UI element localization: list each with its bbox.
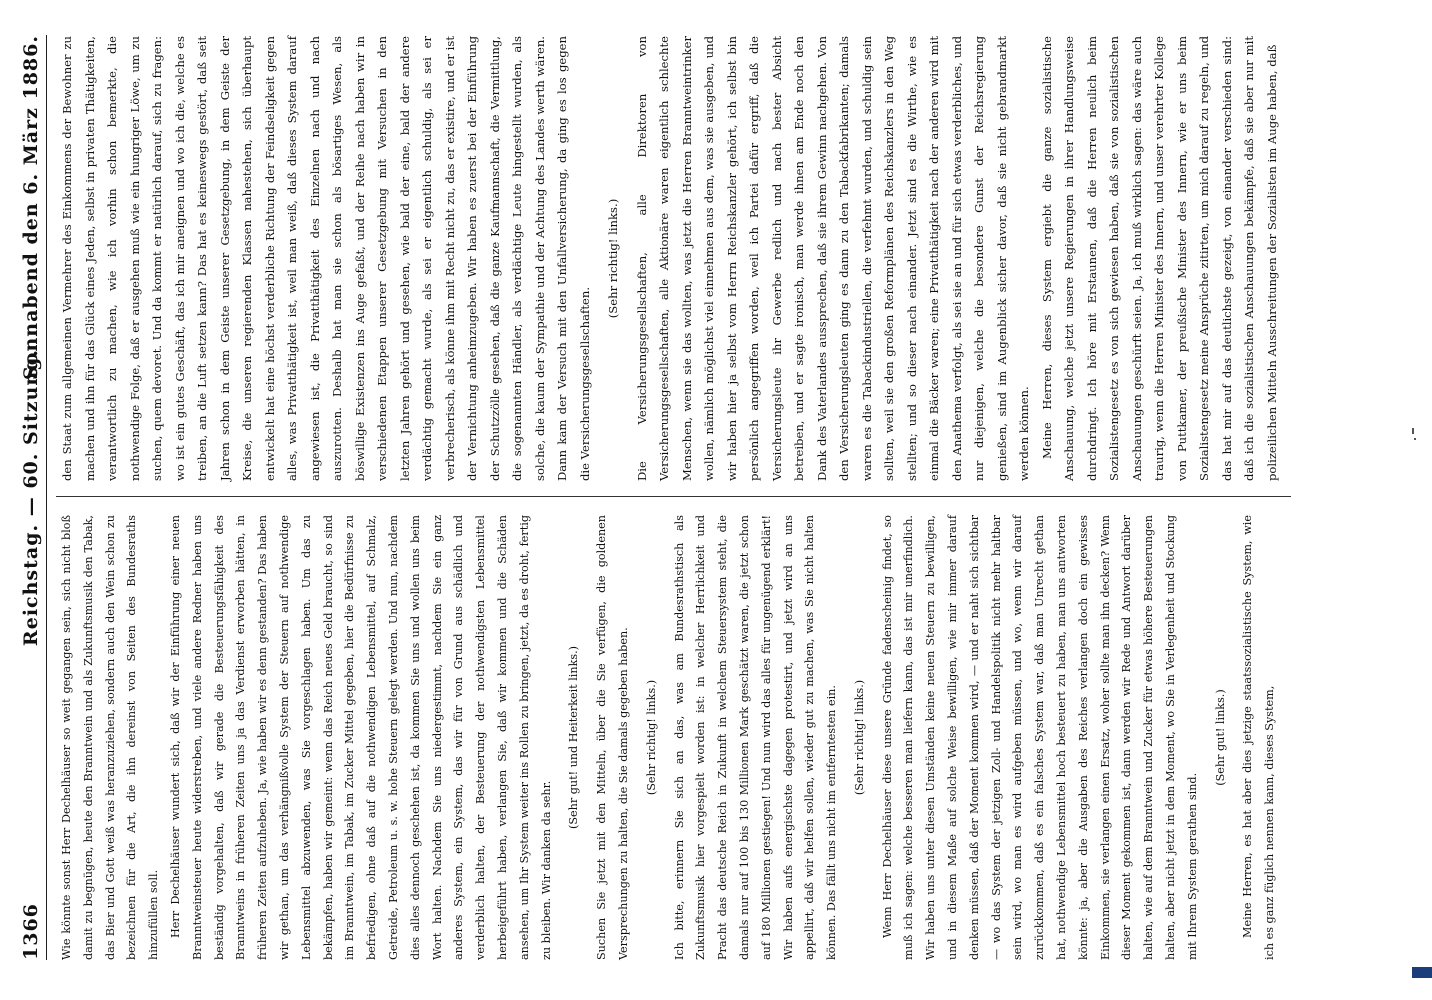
text-paragraph: Herr Dechelhäuser wundert sich, daß wir der Einführung einer neuen Branntweinsteuer heute widerstreben, und viele andere Redner haben uns beständig vorgehalten, daß wir gerade die Besteuerungsfähigkeit des Branntweins in früheren Zeiten uns ja das Verdienst erworben hätten, in früheren Zeiten aufzuheben. Ja, wie haben wir es denn gestanden? Das haben wir gethan, um das verhängnißvolle System der Steuern auf nothwendige Lebensmittel abzuwenden, was Sie vorgeschlagen haben. Um das zu bekämpfen, haben wir gemeint: wenn das Reich neues Geld braucht, so sind im Branntwein, im Tabak, im Zucker Mittel gegeben, hier die Bedürfnisse zu befriedigen, ohne daß auf die nothwendigen Lebensmittel, auf Schmalz, Getreide, Petroleum u. s. w. hohe Steuern gelegt werden. Und nun, nachdem dies alles dennoch geschehen ist, da kommen Sie uns und wollen uns beim Wort halten. Nachdem Sie uns niedergestimmt, nachdem Sie ein ganz anderes System, ein System, das wir für von Grund aus schädlich und verderblich halten, der Besteuerung der nothwendigsten Lebensmittel herbeigeführt haben, verlangen Sie, daß wir kommen und die Schäden ansehen, um Ihr System weiter ins Rollen zu bringen, jetzt, da es droht, fertig zu bleiben. Wir danken da sehr. [168,515,553,960]
text-paragraph: Die Versicherungsgesellschaften, alle Direktoren von Versicherungsgesellschaften, alle Aktionäre waren eigentlich schlechte Menschen, wenn sie das wollten, was jetzt die Herren Branntweintrinker wollen, nämlich möglichst viel einnehmen aus dem, was sie ausgeben, und wir haben hier ja selbst vom Herrn Reichskanzler gehört, ich selbst bin persönlich angegriffen worden, weil ich Partei dafür ergriff, daß die Versicherungsleute ihr Gewerbe redlich und nach bester Absicht betreiben, und er sagte ironisch, man werde ihnen am Ende noch den Dank des Vaterlandes aussprechen, daß sie ihrem Gewinn nachgehen. Von den Versicherungsleuten ging es dann zu den Tabackfabrikanten; damals waren es die Tabackindustriellen, die verfehmt wurden, und schuldig sein sollten, weil sie den großen Reformplänen des Reichskanzlers in den Weg stellten; und so dieser nach einander. Jetzt sind es die Wirthe, wie es einmal die Bäcker waren; eine Privatthätigkeit nach der anderen wird mit den Anathema verfolgt, als sei sie an und für sich etwas verderbliches, und nur diejenigen, welche die besondere Gunst der Reichsregierung genießen, sind im Augenblick sicher davor, daß sie nicht gebrandmarkt werden können. [634,36,1031,481]
text-paragraph: Meine Herren, es hat aber dies jetzige staatssozialistische System, wie ich es ganz füglich nennen kann, dieses System, [1241,515,1277,960]
page-header [18,35,47,960]
applause-remark: (Sehr gut! und Heiterkeit links.) [567,645,581,830]
scan-speck [1412,428,1414,434]
page-number: 1366 [20,903,42,960]
text-paragraph: Wenn Herr Dechelhäuser diese unsere Gründe fadenscheinig findet, so muß ich sagen: welche besseren man liefern kann, das ist mir unerfindlich. Wir haben uns unter diesen Umständen keine neuen Steuern zu bewilligen, und in diesem Maße auf solche Weise bewilligen, wie mir immer darauf denken müssen, daß der Moment kommen wird, — und er naht sich sichtbar — wo das System der jetzigen Zoll- und Handelspolitik nicht mehr haltbar sein wird, wo man es wird aufgeben müssen, und wo, wenn wir darauf zurückkommen, daß es ein falsches System war, daß man Unrecht gethan hat, nothwendige Lebensmittel hoch besteuert zu haben, man uns antworten könnte: ja, aber die Ausgaben des Reiches verlangen doch ein gewisses Einkommen, sie verlangen einen Ersatz, woher sollte man ihn decken? Wenn dieser Moment gekommen ist, dann werden wir Rede und Antwort darüber halten, wie auf dem Branntwein und Zucker für etwas höhere Besteuerungen halten, aber nicht jetzt in dem Moment, wo Sie in Verlegenheit und Stockung mit Ihrem System gerathen sind. [880,515,1199,960]
text-paragraph: Meine Herren, dieses System ergiebt die ganze sozialistische Anschauung, welche jetzt unsere Regierungen in ihrer Handlungsweise durchdringt. Ich höre mit Erstaunen, daß die Herren neulich beim Sozialistengesetz es von sich gewiesen haben, daß sie von sozialistischen Anschauungen geschürft seien. Ja, ich muß wirklich sagen: das wäre auch traurig, wenn die Herren Minister des Innern, und unser verehrter Kollege von Puttkamer, der preußische Minister des Innern, wie er uns beim Sozialistengesetz meine Ansprüche zitirten, um mich darauf zu regeln, und das hat mir auf das deutlichste gezeigt, von einander verschieden sind: daß ich die sozialistischen Anschauungen bekämpfe, daß sie aber nur mit polizeilichen Mitteln Ausschreitungen der Sozialisten im Auge haben, daß [1039,36,1279,481]
text-paragraph: Ich bitte, erinnern Sie sich an das, was am Bundesrathstisch als Zukunftsmusik hier vorgespielt worden ist: in welcher Herrlichkeit und Pracht das deutsche Reich in Zukunft in welchem Steuersystem steht, die damals nur auf 100 bis 130 Millionen Mark geschätzt waren, die jetzt schon auf 180 Millionen gestiegen! Und nun wird das alles für ungenügend erklärt! Wir haben aufs energischste dagegen protestirt, und jetzt wird an uns appellirt, daß wir helfen sollen, wieder gut zu machen, was Sie nicht halten können. Das fällt uns nicht im entferntesten ein. [672,515,839,960]
applause-remark: (Sehr richtig! links.) [606,198,620,319]
digitization-credit [1418,24,1428,984]
text-paragraph: den Staat zum allgemeinen Vermehrer des Einkommens der Bewohner zu machen und ihn für das Glück eines Jeden, selbst in privaten Thätigkeiten, verantwortlich zu machen, wie ich vorhin schon bemerkte, die nothwendige Folge, daß er ausgehen muß wie ein hungriger Löwe, um zu suchen, quem devoret. Und da kommt er natürlich darauf, sich zu fragen: wo ist ein gutes Geschäft, das ich mir aneignen und wo ich die, welche es treiben, an die Luft setzen kann? Das hat es keineswegs gestört, daß seit Jahren schon in dem Geiste unserer Gesetzgebung, in dem Geiste der Kreise, die unseren regierenden Klassen nahestehen, sich überhaupt entwickelt hat eine höchst verderbliche Richtung der Feindseligkeit gegen alles, was Privatthätigkeit ist, weil man weiß, daß dieses System darauf angewiesen ist, die Privatthätigkeit des Einzelnen nach und nach auszurotten. Deshalb hat man sie schon als bösartiges Wesen, als böswillige Existenzen ins Auge gefaßt, und der Reihe nach haben wir in verschiedenen Etappen unserer Gesetzgebung mit Versuchen in den letzten Jahren gehört und gesehen, wie bald der eine, bald der andere verdächtig gemacht wurde, als sei er eigentlich schuldig, als sei er verbrecherisch, als könne ihm mit Recht nicht zu, das er existire, und er ist der Vernichtung anheimzugeben. Wir haben es zuerst bei der Einführung der Schutzzölle gesehen, daß die ganze Kaufmannschaft, die Vermittlung, die sogenannten Händler, als verdächtige Leute hingestellt wurden, als solche, die kaum der Sympathie und der Achtung des Landes werth wären. Dann kam der Versuch mit den Unfallversicherung, da ging es los gegen die Versicherungsgesellschaften. [60,36,592,481]
column-divider [56,496,1291,497]
scan-speck [1414,438,1416,440]
page-title: Reichstag. — 60. Sitzung. [20,348,42,647]
session-date: Sonnabend den 6. März 1886. [20,35,42,380]
applause-remark: (Sehr richtig! links.) [644,679,658,796]
applause-remark: (Sehr richtig! links.) [852,679,866,796]
text-paragraph: Suchen Sie jetzt mit den Mitteln, über die Sie verfügen, die goldenen Versprechungen zu halten, die Sie damals gegeben haben. [595,515,630,960]
left-text-column [56,515,1296,960]
text-paragraph: Wie könnte sonst Herr Dechelhäuser so weit gegangen sein, sich nicht bloß damit zu begnügen, heute den Branntwein und als Zukunftsmusik den Tabak, das Bier und Gott weiß was heranzuziehen, sondern auch den Wein schon zu bezeichnen für die Art, die ihn dereinst von Seiten des Bundesraths hinzufüllen soll. [60,515,161,960]
applause-remark: (Sehr gut! links.) [1213,689,1227,786]
dfg-logo [1412,967,1432,978]
right-text-column [56,36,1296,481]
